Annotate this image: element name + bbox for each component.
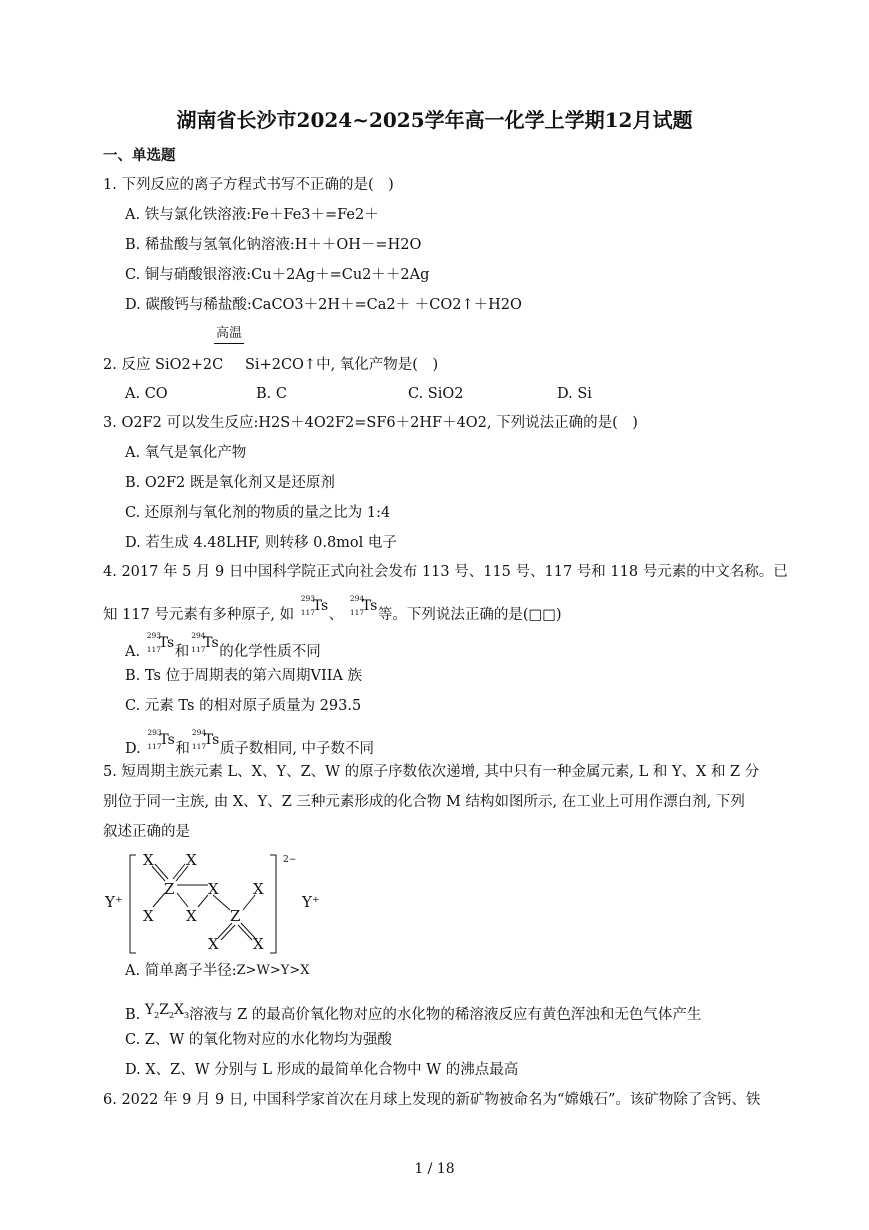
isotope-ts-293: 293 117 Ts — [300, 594, 329, 617]
isotope-ts-294: 294 117 Ts — [349, 594, 378, 617]
cation-left: Y⁺ — [105, 893, 123, 911]
atom-x: X — [208, 880, 219, 898]
q3-option-c: C. 还原剂与氧化剂的物质的量之比为 1:4 — [125, 505, 391, 521]
atom-x: X — [186, 851, 197, 869]
q5-stem-line1: 5. 短周期主族元素 L、X、Y、Z、W 的原子序数依次递增, 其中只有一种金属元素, L 和 Y、X 和 Z 分 — [103, 764, 760, 780]
atom-x: X — [186, 907, 197, 925]
page-number: 1 / 18 — [414, 1161, 455, 1177]
atom-x: X — [253, 935, 264, 953]
q5-option-c: C. Z、W 的氧化物对应的水化物均为强酸 — [125, 1032, 392, 1048]
atom-z: Z — [230, 907, 241, 925]
atom-z: Z — [164, 880, 175, 898]
q4-stem-line2: 知 117 号元素有多种原子, 如 293 117 Ts 、 294 117 Ts 等。下列说法正确的是(□□) — [103, 594, 562, 623]
q3-option-d: D. 若生成 4.48LHF, 则转移 0.8mol 电子 — [125, 535, 397, 551]
document-title: 湖南省长沙市2024~2025学年高一化学上学期12月试题 — [176, 108, 693, 132]
q1-option-d: D. 碳酸钙与稀盐酸:CaCO3＋2H＋=Ca2＋ ＋CO2↑＋H2O — [125, 297, 522, 313]
atom-x: X — [208, 935, 219, 953]
compound-m-structure — [100, 845, 330, 960]
q2-option-c: C. SiO2 — [408, 386, 464, 402]
section-heading: 一、单选题 — [103, 147, 176, 164]
q3-stem: 3. O2F2 可以发生反应:H2S＋4O2F2=SF6＋2HF＋4O2, 下列说法正确的是( ) — [103, 415, 638, 431]
q4-stem-line1: 4. 2017 年 5 月 9 日中国科学院正式向社会发布 113 号、115 号、117 号和 118 号元素的中文名称。已 — [103, 564, 788, 580]
anion-charge: 2− — [283, 855, 297, 865]
q2-reaction-arrow — [214, 343, 244, 344]
q5-option-b: B. $Y_2Z_2X_3$溶液与 Z 的最高价氧化物对应的水化物的稀溶液反应有黄色浑浊和无色气体产生 — [125, 1002, 702, 1023]
cation-right: Y⁺ — [302, 893, 320, 911]
q1-option-c: C. 铜与硝酸银溶液:Cu＋2Ag＋=Cu2＋＋2Ag — [125, 267, 430, 283]
q5-option-d: D. X、Z、W 分别与 L 形成的最简单化合物中 W 的沸点最高 — [125, 1062, 519, 1078]
q5-option-a: A. 简单离子半径:Z>W>Y>X — [125, 963, 310, 979]
atom-x: X — [143, 907, 154, 925]
q2-option-d: D. Si — [557, 386, 592, 402]
q3-option-a: A. 氧气是氧化产物 — [125, 445, 247, 461]
q1-option-b: B. 稀盐酸与氢氧化钠溶液:H＋＋OH－=H2O — [125, 237, 422, 253]
q4-option-c: C. 元素 Ts 的相对原子质量为 293.5 — [125, 698, 362, 714]
q5-b-formula: $Y_2Z_2X_3$ — [144, 1002, 190, 1020]
q2-option-a: A. CO — [125, 386, 168, 402]
left-bracket — [130, 855, 136, 953]
q6-stem-line1: 6. 2022 年 9 月 9 日, 中国科学家首次在月球上发现的新矿物被命名为“嫦娥石”。该矿物除了含钙、铁 — [103, 1092, 761, 1108]
q4-option-a: A. 293 117 Ts 和 294 117 Ts 的化学性质不同 — [125, 631, 321, 660]
q1-stem: 1. 下列反应的离子方程式书写不正确的是( ) — [103, 177, 394, 193]
q5-stem-line3: 叙述正确的是 — [103, 824, 190, 840]
right-bracket — [270, 855, 276, 953]
atom-x: X — [143, 851, 154, 869]
q2-stem-right: Si+2CO↑中, 氧化产物是( ) — [245, 357, 439, 373]
q2-stem-left: 2. 反应 SiO2+2C — [103, 357, 224, 373]
q2-condition: 高温 — [216, 326, 243, 341]
q5-stem-line2: 别位于同一主族, 由 X、Y、Z 三种元素形成的化合物 M 结构如图所示, 在工业上可用作漂白剂, 下列 — [103, 794, 745, 810]
q4-option-b: B. Ts 位于周期表的第六周期VIIA 族 — [125, 668, 363, 684]
q2-option-b: B. C — [256, 386, 287, 402]
atom-x: X — [253, 880, 264, 898]
q3-option-b: B. O2F2 既是氧化剂又是还原剂 — [125, 475, 335, 491]
q4-option-d: D. 293 117 Ts 和 294 117 Ts 质子数相同, 中子数不同 — [125, 728, 375, 757]
q1-option-a: A. 铁与氯化铁溶液:Fe＋Fe3＋=Fe2＋ — [125, 207, 379, 223]
